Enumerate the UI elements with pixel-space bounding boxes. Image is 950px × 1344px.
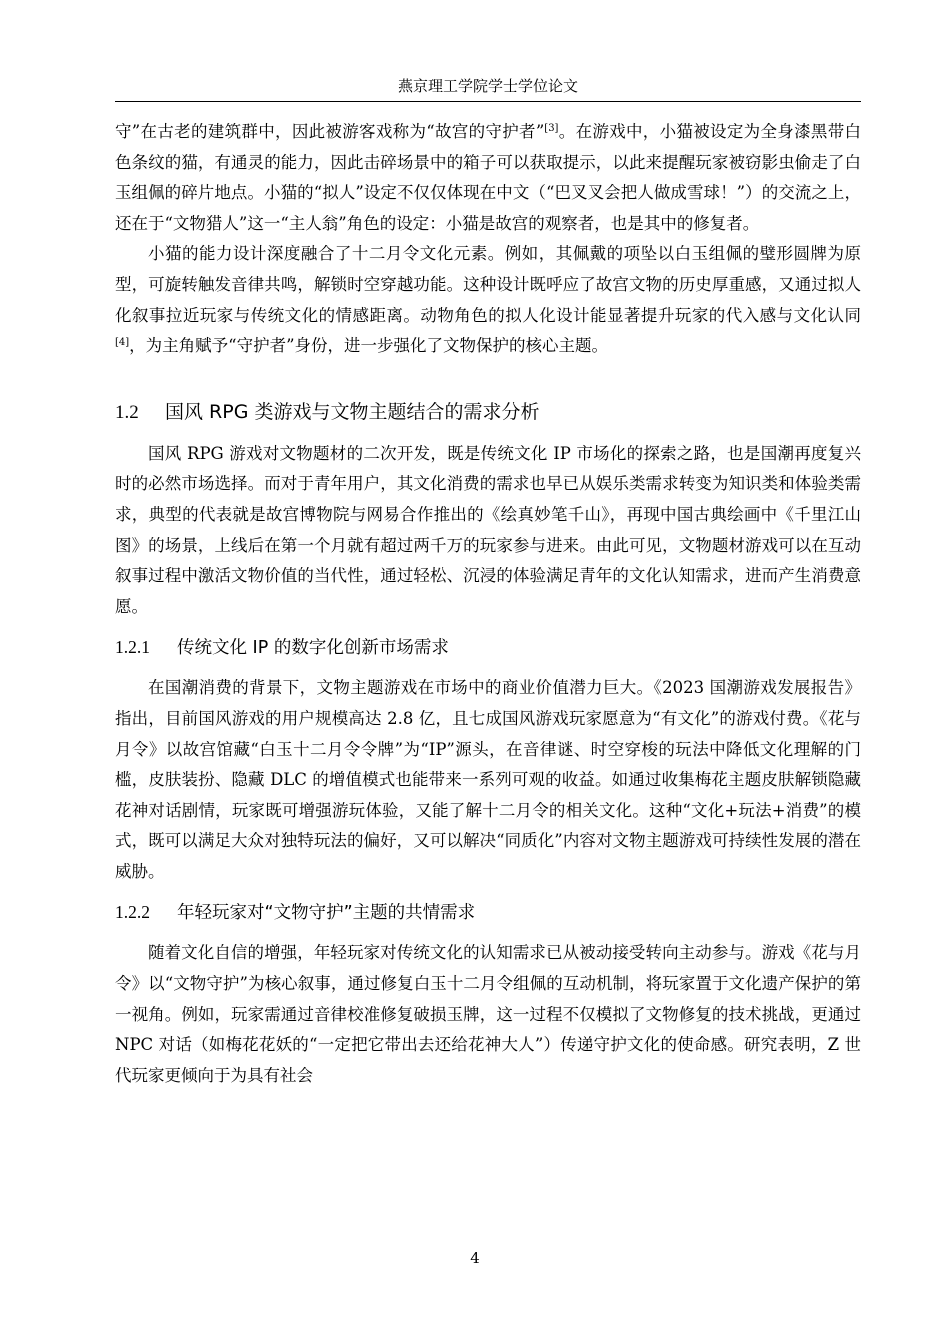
paragraph-text: 。在游戏中，小猫被设定为全身漆黑带白色条纹的猫，有通灵的能力，因此击碎场景中的箱子可以获取提示，以此来提醒玩家被窃影虫偷走了白玉组佩的碎片地点。小猫的“拟人”设定不仅仅体现在中文（“巴叉叉会把人做成雪球！”）的交流之上，还在于“文物猎人”这一“主人翁”角色的设定：小猫是故宫的观察者，也是其中的修复者。: [115, 122, 861, 233]
paragraph-section-1-2: 国风 RPG 游戏对文物题材的二次开发，既是传统文化 IP 市场化的探索之路，也是国潮再度复兴时的必然市场选择。而对于青年用户，其文化消费的需求也早已从娱乐类需求转变为知识类和体验类需求，典型的代表就是故宫博物院与网易合作推出的《绘真妙笔千山》，再现中国古典绘画中《千里江山图》的场景，上线后在第一个月就有超过两千万的玩家参与进来。由此可见，文物题材游戏可以在互动叙事过程中激活文物价值的当代性，通过轻松、沉浸的体验满足青年的文化认知需求，进而产生消费意愿。: [115, 443, 861, 616]
paragraph-text: 小猫的能力设计深度融合了十二月令文化元素。例如，其佩戴的项坠以白玉组佩的璧形圆牌为原型，可旋转触发音律共鸣，解锁时空穿越功能。这种设计既呼应了故宫文物的历史厚重感，又通过拟人化叙事拉近玩家与传统文化的情感距离。动物角色的拟人化设计能显著提升玩家的代入感与文化认同: [115, 244, 861, 325]
running-header: 燕京理工学院学士学位论文: [397, 77, 578, 95]
section-number: 1.2: [115, 401, 139, 423]
paragraph-text: 守”在古老的建筑群中，因此被游客戏称为“故宫的守护者”: [115, 122, 545, 141]
paragraph-cat-ability: [115, 239, 861, 361]
section-heading-1-2: [115, 397, 861, 428]
section-number: 1.2.2: [115, 902, 150, 923]
section-heading-1-2-1: [115, 632, 861, 663]
paragraph-section-1-2-2: 随着文化自信的增强，年轻玩家对传统文化的认知需求已从被动接受转向主动参与。游戏《花与月令》以“文物守护”为核心叙事，通过修复白玉十二月令组佩的互动机制，将玩家置于文化遗产保护的第一视角。例如，玩家需通过音律校准修复破损玉牌，这一过程不仅模拟了文物修复的技术挑战，更通过 NPC 对话（如梅花花妖的“一定把它带出去还给花神大人”）传递守护文化的使命感。研究表明，Z 世代玩家更倾向于为具有社会: [115, 943, 861, 1085]
paragraph-cat-description: [115, 117, 861, 239]
section-title: 国风 RPG 类游戏与文物主题结合的需求分析: [165, 400, 540, 423]
citation-3: [3]: [544, 123, 559, 134]
section-title: 年轻玩家对“文物守护”主题的共情需求: [177, 903, 476, 924]
paragraph-text: ，为主角赋予“守护者”身份，进一步强化了文物保护的核心主题。: [129, 336, 609, 356]
section-heading-1-2-2: [115, 897, 861, 928]
header-rule: [115, 101, 861, 102]
paragraph-section-1-2-1: 在国潮消费的背景下，文物主题游戏在市场中的商业价值潜力巨大。《2023 国潮游戏发展报告》指出，目前国风游戏的用户规模高达 2.8 亿，且七成国风游戏玩家愿意为“有文化”的游戏付费。《花与月令》以故宫馆藏“白玉十二月令令牌”为“IP”源头，在音律谜、时空穿梭的玩法中降低文化理解的门槛，皮肤装扮、隐藏 DLC 的增值模式也能带来一系列可观的收益。如通过收集梅花主题皮肤解锁隐藏花神对话剧情，玩家既可增强游玩体验，又能了解十二月令的相关文化。这种“文化+玩法+消费”的模式，既可以满足大众对独特玩法的偏好，又可以解决“同质化”内容对文物主题游戏可持续性发展的潜在威胁。: [115, 678, 861, 881]
citation-4: [4]: [115, 337, 130, 349]
section-title: 传统文化 IP 的数字化创新市场需求: [177, 638, 449, 659]
page-content: [115, 117, 861, 1091]
page-number: 4: [470, 1249, 480, 1267]
section-number: 1.2.1: [115, 637, 150, 658]
